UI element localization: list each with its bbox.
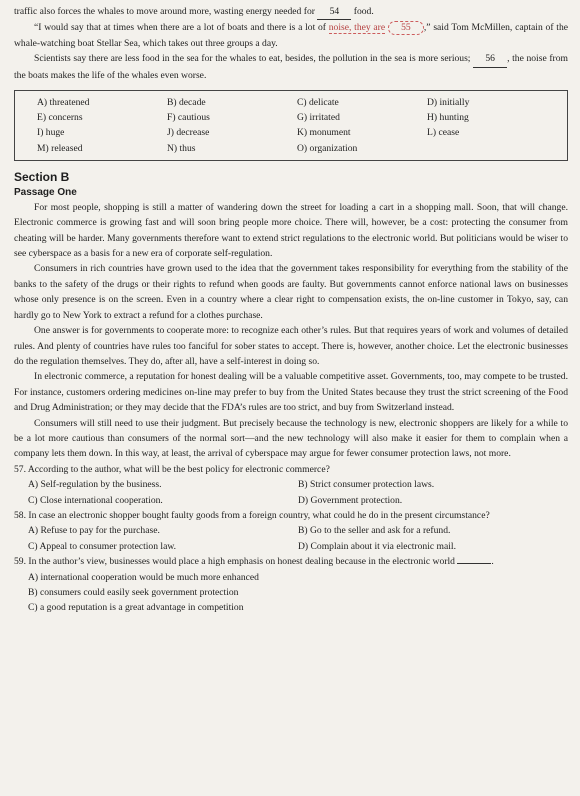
word-option: H) hunting	[427, 112, 469, 124]
word-bank	[14, 90, 568, 161]
question-stem: 58. In case an electronic shopper bought faulty goods from a foreign country, what could he do in the present circumstance?	[14, 509, 490, 521]
word-option-empty	[427, 141, 557, 156]
word-option: A) threatened	[37, 97, 90, 109]
question-58	[14, 508, 568, 554]
answer-option[interactable]: A) Refuse to pay for the purchase.	[28, 525, 160, 537]
passage-a-line1	[14, 4, 568, 20]
passage-a-paragraph-3	[14, 51, 568, 83]
answer-option[interactable]: D) Government protection.	[298, 494, 403, 506]
word-option: C) delicate	[297, 97, 339, 109]
answer-option[interactable]: C) Appeal to consumer protection law.	[28, 540, 177, 552]
passage-a-text: Scientists say there are less food in the sea for the whales to eat, besides, the pollution in the sea is more serious;	[34, 53, 471, 65]
answer-blank	[457, 563, 491, 564]
passage-a-text: ,” said Tom McMillen, captain of the whale-watching boat Stellar Sea, which takes out three groups a day.	[14, 22, 568, 49]
blank-55: 55	[388, 21, 424, 35]
passage-paragraph-1: For most people, shopping is still a matter of wandering down the street for loading a cart in a shopping mall. Soon, that will change. Electronic commerce is growing fast and will soon bring people more choice. There will, however, be a cost: protecting the consumer from cheating will be harder. Many governments therefore want to extend strict regulations to the electronic world. But politicians would be wiser to see cyberspace as a basis for a new era of corporate self-regulation.	[14, 201, 568, 260]
word-option: O) organization	[297, 142, 358, 154]
word-option: M) released	[37, 142, 83, 154]
question-options	[14, 523, 568, 554]
answer-option[interactable]: B) consumers could easily seek government protection	[28, 587, 239, 598]
answer-option[interactable]: D) Complain about it via electronic mail.	[298, 540, 456, 552]
passage-paragraph-3: One answer is for governments to cooperate more: to recognize each other’s rules. But that requires years of work and volumes of detailed rules. And plenty of countries have rules too fanciful for sober states to accept. There is, however, another choice. Let the electronic businesses do the regulation themselves. They do, after all, have a self-interest in doing so.	[14, 325, 568, 367]
passage-a-text: traffic also forces the whales to move around more, wasting energy needed for	[14, 6, 315, 17]
answer-option[interactable]: C) a good reputation is a great advantage in competition	[28, 602, 244, 614]
word-option: I) huge	[37, 127, 65, 139]
word-option: N) thus	[167, 142, 196, 154]
question-stem-wrap	[14, 554, 568, 569]
passage-a-text: food.	[353, 6, 374, 17]
question-59	[14, 554, 568, 616]
annotated-phrase: noise, they are	[328, 22, 386, 34]
answer-option[interactable]: A) Self-regulation by the business.	[28, 479, 162, 491]
passage-paragraph-4: In electronic commerce, a reputation for honest dealing will be a valuable competitive asset. Governments, too, may compete to be trusted. For instance, customers ordering medicines on-line may prefer to buy from the United States because they trust the strict screening of the Food and Drug Administration; or they may decide that the FDA’s rules are too strict, and buy from Switzerland instead.	[14, 371, 568, 414]
word-option: K) monument	[297, 127, 351, 139]
passage-paragraph-2: Consumers in rich countries have grown used to the idea that the government takes responsibility for everything from the stability of the banks to the safety of the drugs or their rights to refund when goods are faulty. But governments cannot enforce national laws on businesses whose only presence is on the screen. Even in a country where a clear right to compensation exists, the on-line customer in Tokyo, say, can hardly go to New York to extract a refund for a clothes purchase.	[14, 263, 568, 321]
word-option: F) cautious	[167, 112, 210, 124]
word-option: G) irritated	[297, 112, 340, 124]
answer-option[interactable]: B) Go to the seller and ask for a refund.	[298, 525, 451, 537]
question-57	[14, 462, 568, 508]
word-option: J) decrease	[167, 127, 210, 139]
word-option: B) decade	[167, 97, 206, 109]
word-option: E) concerns	[37, 112, 83, 124]
passage-a-paragraph-2	[14, 20, 568, 51]
section-title: Section B	[14, 169, 70, 184]
word-option: L) cease	[427, 127, 460, 139]
question-stem-end: .	[491, 556, 494, 568]
passage-a-text: , the noise from the boats makes the life of the whales even worse.	[14, 53, 568, 81]
question-stem: 57. According to the author, what will be the best policy for electronic commerce?	[14, 463, 330, 475]
question-options	[14, 570, 568, 616]
answer-option[interactable]: B) Strict consumer protection laws.	[298, 479, 435, 491]
passage-title: Passage One	[14, 186, 77, 198]
word-option: D) initially	[427, 97, 470, 109]
answer-option[interactable]: A) international cooperation would be much more enhanced	[28, 571, 259, 583]
question-stem: 59. In the author’s view, businesses would place a high emphasis on honest dealing because in the electronic world	[14, 556, 455, 568]
answer-option[interactable]: C) Close international cooperation.	[28, 494, 163, 506]
passage-a-text: “I would say that at times when there are a lot of boats and there is a lot of	[34, 22, 326, 34]
blank-56: 56	[473, 51, 507, 67]
blank-54: 54	[317, 4, 351, 20]
question-options	[14, 477, 568, 508]
passage-paragraph-5: Consumers will still need to use their judgment. But precisely because the technology is new, electronic shoppers are likely for a while to be a lot more cautious than consumers of the normal sort—and the new technology will also make it easier for them to complain when a company lets them down. In this way, at least, the arrival of cyberspace may argue for fewer consumer protection laws, not more.	[14, 417, 568, 460]
